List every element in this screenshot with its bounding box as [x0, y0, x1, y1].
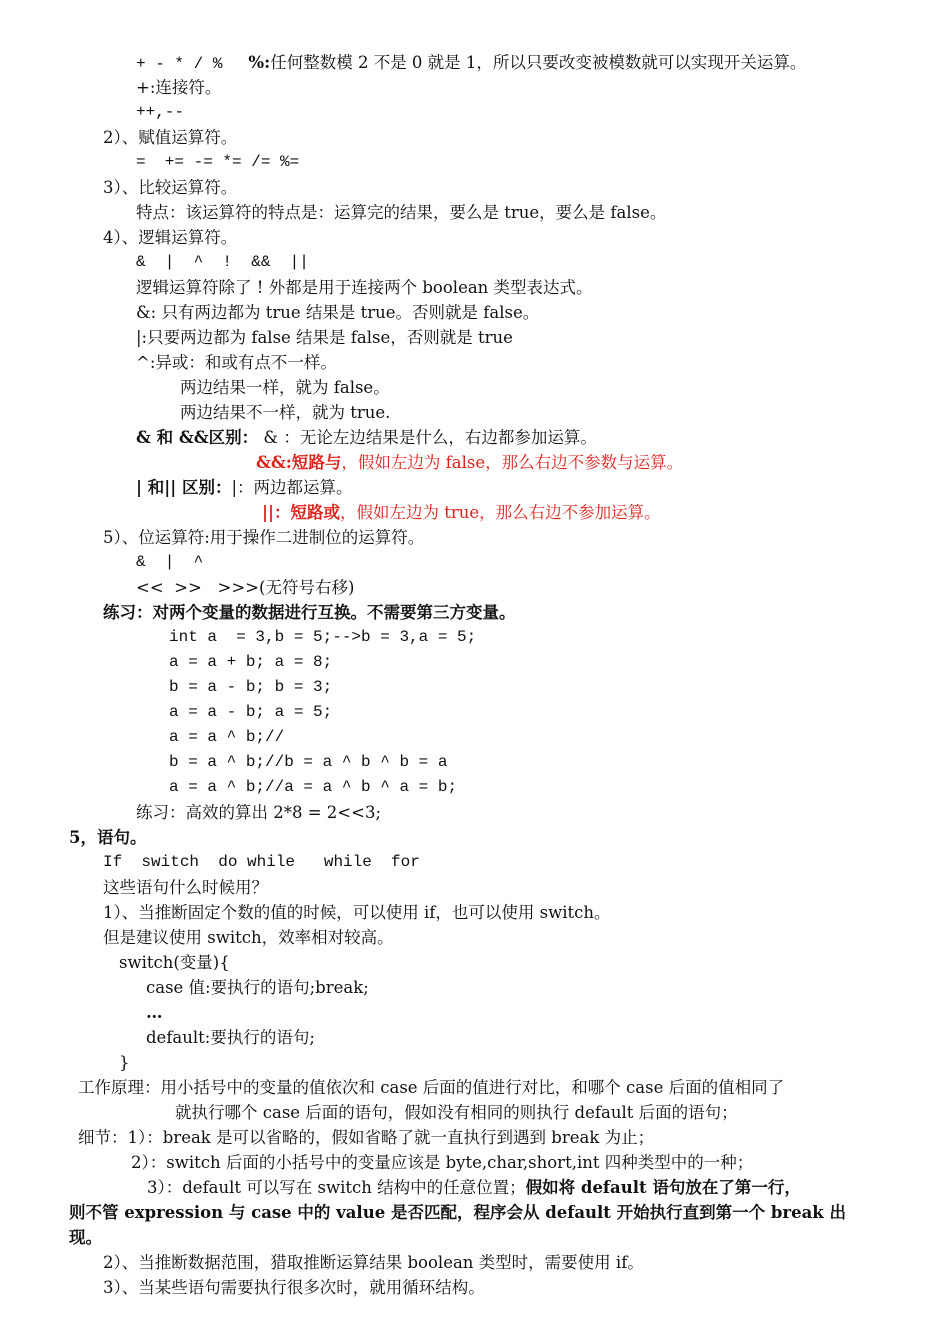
arithmetic-operators: + - * / % [136, 55, 223, 73]
switch-detail-1: 细节：1）：break 是可以省略的，假如省略了就一直执行到遇到 break 为止； [78, 1128, 655, 1147]
and-difference-label: & 和 &&区别： [136, 428, 259, 447]
logical-note: 逻辑运算符除了 ! 外都是用于连接两个 boolean 类型表达式。 [136, 278, 593, 297]
modulo-label: %: [248, 53, 271, 72]
code-line: a = a ^ b;//a = a ^ b ^ a = b; [169, 778, 458, 796]
statements-point-1: 1）、当推断固定个数的值的时候，可以使用 if，也可以使用 switch。 [103, 903, 611, 922]
section-statements-heading: 5，语句。 [69, 828, 147, 847]
code-line: int a = 3,b = 5;-->b = 3,a = 5; [169, 628, 477, 646]
increment-operators: ++,-- [136, 103, 185, 121]
switch-principle: 工作原理：用小括号中的变量的值依次和 case 后面的值进行对比，和哪个 case 后面的值相同了 [78, 1078, 785, 1097]
and-difference-line [136, 425, 597, 450]
statement-keywords: If switch do while while for [103, 853, 420, 871]
switch-detail-3-bold: 假如将 default 语句放在了第一行， [525, 1178, 801, 1197]
xor-note: ^:异或：和或有点不一样。 [136, 353, 337, 372]
short-circuit-and-note: ，假如左边为 false，那么右边不参数与运算。 [341, 453, 684, 472]
shift-operators: << >> >>>(无符号右移) [136, 578, 355, 597]
code-line: a = a + b; a = 8; [169, 653, 333, 671]
code-line: b = a ^ b;//b = a ^ b ^ b = a [169, 753, 448, 771]
section-bitwise: 5）、位运算符:用于操作二进制位的运算符。 [103, 528, 425, 547]
bitwise-operators: & | ^ [136, 553, 204, 571]
switch-syntax-case: case 值:要执行的语句;break; [146, 978, 369, 997]
statements-point-2: 2）、当推断数据范围，猎取推断运算结果 boolean 类型时，需要使用 if。 [103, 1253, 644, 1272]
code-line: b = a - b; b = 3; [169, 678, 333, 696]
exercise-shift: 练习：高效的算出 2*8 = 2<<3; [136, 803, 382, 822]
comparison-note: 特点：该运算符的特点是：运算完的结果，要么是 true，要么是 false。 [136, 203, 667, 222]
short-circuit-and-label: &&:短路与 [256, 453, 342, 472]
section-comparison: 3）、比较运算符。 [103, 178, 238, 197]
concat-note: +:连接符。 [136, 78, 222, 97]
logical-operators: & | ^ ! && || [136, 253, 309, 271]
short-circuit-or-line [262, 500, 661, 525]
switch-detail-3: 3）：default 可以写在 switch 结构中的任意位置； [147, 1178, 526, 1197]
exercise-swap-title: 练习：对两个变量的数据进行互换。不需要第三方变量。 [103, 603, 516, 622]
or-difference-line [136, 475, 353, 500]
short-circuit-or-note: ，假如左边为 true，那么右边不参加运算。 [340, 503, 661, 522]
switch-syntax-close: } [119, 1053, 130, 1072]
xor-different: 两边结果不一样，就为 true. [180, 403, 391, 422]
switch-syntax-open: switch(变量){ [119, 953, 230, 972]
arithmetic-line [136, 50, 806, 75]
code-line: a = a ^ b;// [169, 728, 285, 746]
or-difference-label: | 和|| 区别： [136, 478, 232, 497]
xor-same: 两边结果一样，就为 false。 [180, 378, 390, 397]
statements-question: 这些语句什么时候用？ [103, 878, 268, 897]
statements-point-3: 3）、当某些语句需要执行很多次时，就用循环结构。 [103, 1278, 485, 1297]
switch-recommendation: 但是建议使用 switch，效率相对较高。 [103, 928, 394, 947]
switch-detail-3-line [147, 1175, 801, 1200]
switch-principle-cont: 就执行哪个 case 后面的语句，假如没有相同的则执行 default 后面的语句； [175, 1103, 738, 1122]
switch-detail-2: 2）：switch 后面的小括号中的变量应该是 byte,char,short,int 四种类型中的一种； [131, 1153, 754, 1172]
code-line: a = a - b; a = 5; [169, 703, 333, 721]
and-difference-note: & ：无论左边结果是什么，右边都参加运算。 [258, 428, 597, 447]
or-note: |:只要两边都为 false 结果是 false，否则就是 true [136, 328, 513, 347]
section-assignment: 2）、赋值运算符。 [103, 128, 238, 147]
short-circuit-or-label: ||：短路或 [262, 503, 341, 522]
section-logical: 4）、逻辑运算符。 [103, 228, 238, 247]
and-note: &: 只有两边都为 true 结果是 true。否则就是 false。 [136, 303, 540, 322]
or-difference-note: |：两边都运算。 [231, 478, 353, 497]
switch-detail-3-end: 现。 [69, 1228, 102, 1247]
modulo-note: 任何整数模 2 不是 0 就是 1，所以只要改变被模数就可以实现开关运算。 [270, 53, 807, 72]
assignment-operators: = += -= *= /= %= [136, 153, 300, 171]
switch-detail-3-cont: 则不管 expression 与 case 中的 value 是否匹配，程序会从 default 开始执行直到第一个 break 出 [69, 1203, 846, 1222]
switch-syntax-default: default:要执行的语句; [146, 1028, 315, 1047]
short-circuit-and-line [256, 450, 683, 475]
switch-syntax-ellipsis: … [146, 1003, 163, 1022]
